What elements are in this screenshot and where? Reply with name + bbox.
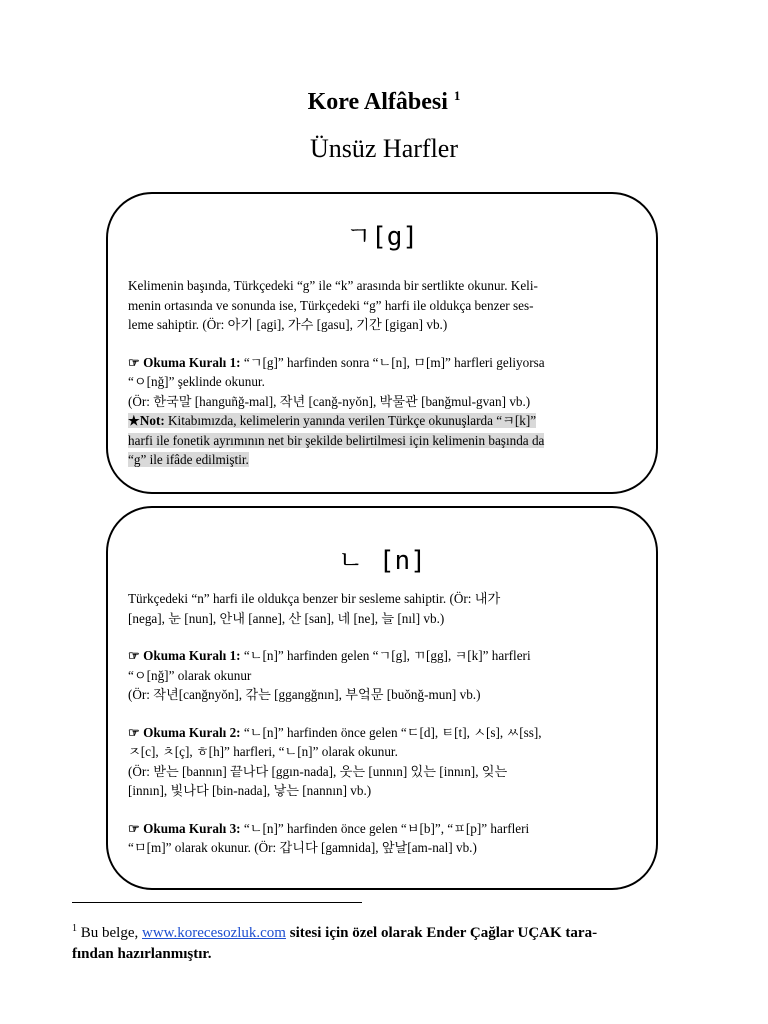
text-line: (Ör: 작년[canğnyŏn], 갂는 [ggangğnın], 부엌문 [buŏnğ-mun] vb.) <box>128 687 481 702</box>
text-line: [nega], 눈 [nun], 안내 [anne], 산 [san], 네 [ne], 늘 [nıl] vb.) <box>128 610 445 626</box>
text-line: Kelimenin başında, Türkçedeki “g” ile “k” arasında bir sertlikte okunur. Keli- <box>128 278 538 293</box>
rule-text: “ㄴ[n]” harfinden gelen “ㄱ[g], ㄲ[gg], ㅋ[k]” harfleri <box>240 648 531 663</box>
note-text: Kitabımızda, kelimelerin yanında verilen Türkçe okunuşlarda “ㅋ[k]” <box>164 413 537 428</box>
note-text: “g” ile ifâde edilmiştir. <box>128 452 249 467</box>
letter-description <box>128 589 640 858</box>
reading-rule-3 <box>128 819 640 839</box>
letter-heading: ㄱ[g] <box>345 222 419 252</box>
text-line: (Ör: 받는 [bannın] 끝나다 [ggın-nada], 웃는 [unnın] 있는 [innın], 잊는 <box>128 763 508 779</box>
text-line: “ㅇ[nğ]” şeklinde okunur. <box>128 374 265 389</box>
note-label: ★Not: <box>128 413 165 428</box>
footnote-number: 1 <box>72 923 77 934</box>
letter-heading: ㄴ [n] <box>338 546 426 576</box>
footnote-text: sitesi için özel olarak Ender Çağlar UÇAK tara- <box>285 925 598 941</box>
title-text: Kore Alfâbesi <box>307 89 448 115</box>
rule-label: ☞ Okuma Kuralı 3: <box>128 820 241 836</box>
reading-rule-2 <box>128 723 640 743</box>
text-line: leme sahiptir. (Ör: 아기 [agi], 가수 [gasu], 기간 [gigan] vb.) <box>128 317 448 332</box>
text-line: Türkçedeki “n” harfi ile oldukça benzer bir sesleme sahiptir. (Ör: 내가 <box>128 591 501 606</box>
letter-card-n <box>106 506 658 890</box>
footnote-separator <box>72 902 362 903</box>
note-line <box>128 450 640 470</box>
note-line <box>128 411 640 431</box>
note-text: harfi ile fonetik ayrımının net bir şekilde belirtilmesi için kelimenin başında da <box>128 432 545 448</box>
letter-card-g <box>106 192 658 494</box>
rule-text: “ㄴ[n]” harfinden önce gelen “ㄷ[d], ㅌ[t], ㅅ[s], ㅆ[ss], <box>240 724 542 740</box>
text-line: “ㅇ[nğ]” olarak okunur <box>128 667 252 683</box>
rule-label: ☞ Okuma Kuralı 1: <box>128 648 241 663</box>
text-line: menin ortasında ve sonunda ise, Türkçedeki “g” harfi ile oldukça benzer ses- <box>128 297 534 313</box>
page-title <box>0 88 768 116</box>
text-line: “ㅁ[m]” olarak okunur. (Ör: 갑니다 [gamnida], 앞날[am-nal] vb.) <box>128 840 477 855</box>
note-line <box>128 431 640 451</box>
rule-label: ☞ Okuma Kuralı 2: <box>128 724 241 740</box>
footnote-ref: 1 <box>453 88 461 103</box>
letter-description <box>128 276 640 470</box>
page-subtitle: Ünsüz Harfler <box>310 134 458 163</box>
rule-label: ☞ Okuma Kuralı 1: <box>128 354 241 370</box>
text-line: (Ör: 한국말 [hanguñğ-mal], 작년 [canğ-nyŏn], 박물관 [banğmul-gvan] vb.) <box>128 393 531 409</box>
website-link[interactable]: www.korecesozluk.com <box>142 925 286 941</box>
reading-rule-1 <box>128 353 640 373</box>
footnote-prefix: Bu belge, <box>77 925 142 941</box>
rule-text: “ㄱ[g]” harfinden sonra “ㄴ[n], ㅁ[m]” harfleri geliyorsa <box>240 354 545 370</box>
rule-text: “ㄴ[n]” harfinden önce gelen “ㅂ[b]”, “ㅍ[p]” harfleri <box>240 820 530 836</box>
text-line: [innın], 빛나다 [bin-nada], 낳는 [nannın] vb.) <box>128 783 372 798</box>
footnote <box>72 918 692 965</box>
reading-rule-1 <box>128 646 640 666</box>
text-line: ㅈ[c], ㅊ[ç], ㅎ[h]” harfleri, “ㄴ[n]” olarak okunur. <box>128 744 398 759</box>
footnote-text-continued: fından hazırlanmıştır. <box>72 946 212 962</box>
